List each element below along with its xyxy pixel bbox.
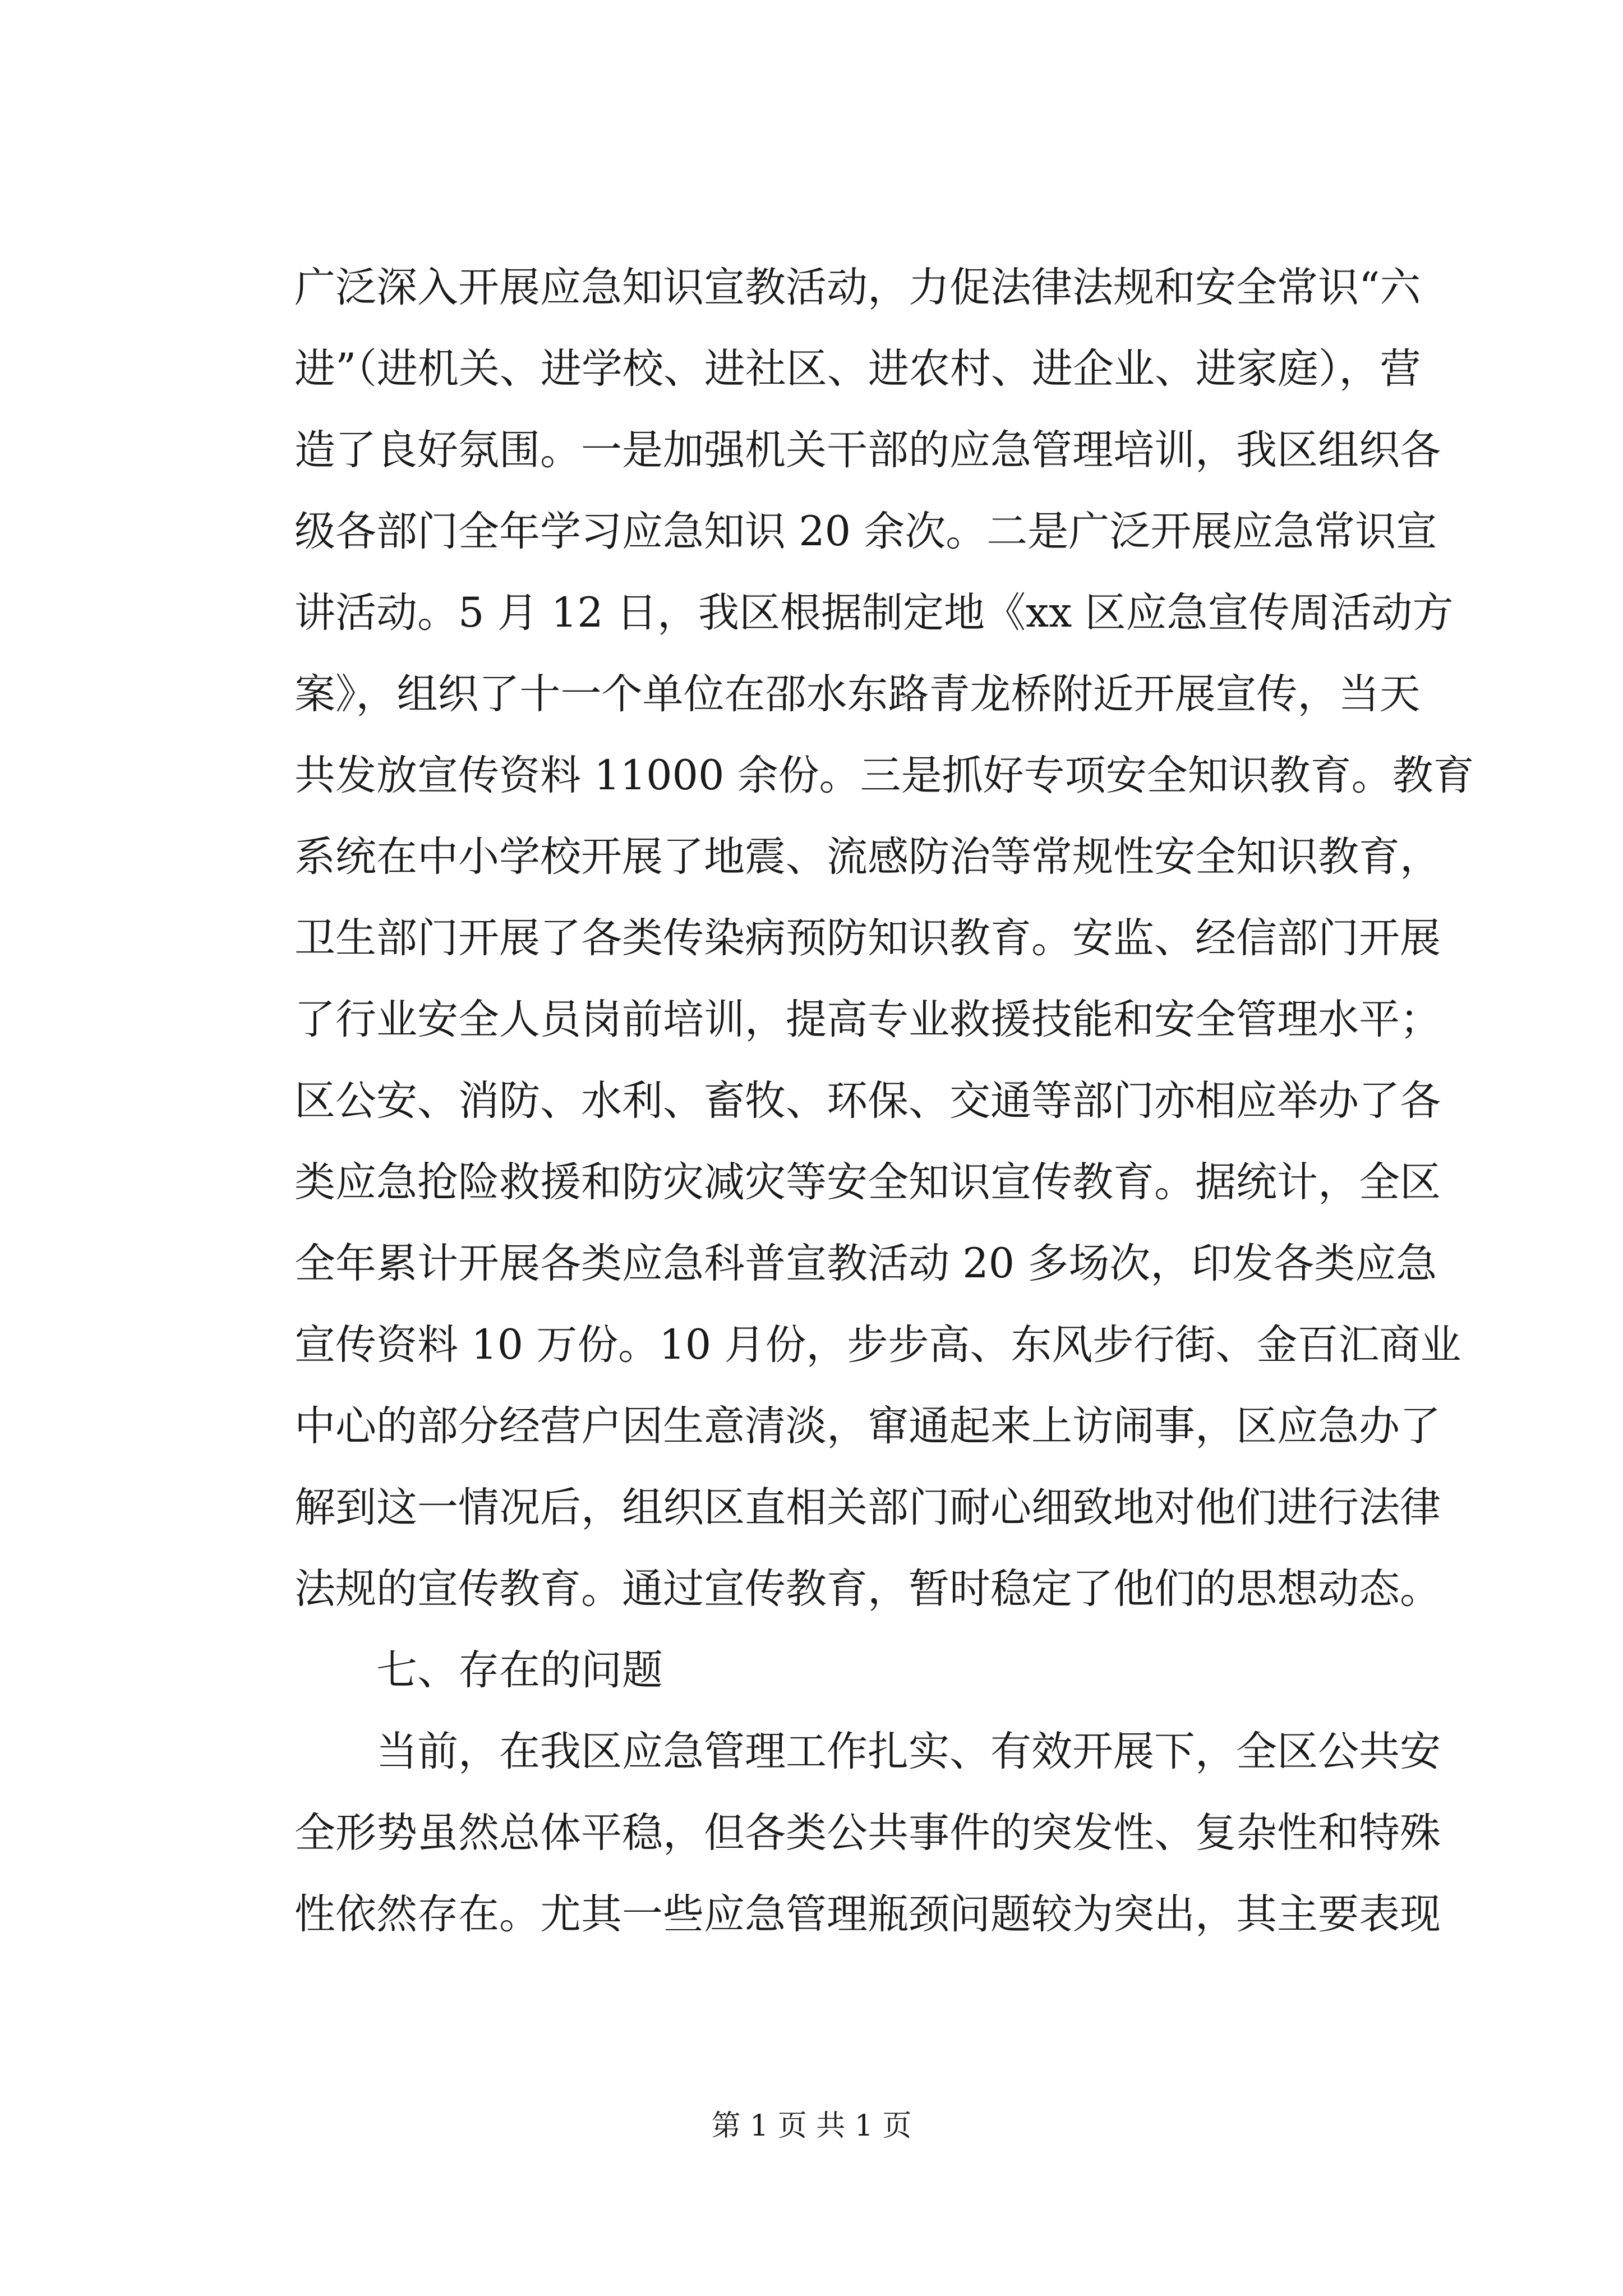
paragraph-line	[294, 1711, 1441, 1792]
page-footer: 第 1 页 共 1 页	[711, 2109, 912, 2143]
paragraph-line: 进”（进机关、进学校、进社区、进农村、进企业、进家庭），营	[294, 345, 1421, 393]
section-heading	[294, 1630, 1405, 1711]
paragraph-line: 性依然存在。尤其一些应急管理瓶颈问题较为突出，其主要表现	[294, 1890, 1441, 1938]
paragraph-line: 级各部门全年学习应急知识 20 余次。二是广泛开展应急常识宣	[294, 508, 1437, 555]
paragraph-line: 共发放宣传资料 11000 余份。三是抓好专项安全知识教育。教育	[294, 752, 1474, 799]
paragraph-line: 全年累计开展各类应急科普宣教活动 20 多场次，印发各类应急	[294, 1240, 1437, 1287]
paragraph-line: 区公安、消防、水利、畜牧、环保、交通等部门亦相应举办了各	[294, 1077, 1441, 1125]
paragraph-line: 全形势虽然总体平稳，但各类公共事件的突发性、复杂性和特殊	[294, 1809, 1441, 1857]
paragraph-line: 卫生部门开展了各类传染病预防知识教育。安监、经信部门开展	[294, 914, 1441, 962]
paragraph-line: 中心的部分经营户因生意清淡，窜通起来上访闹事，区应急办了	[294, 1402, 1441, 1450]
paragraph-line-text: 当前，在我区应急管理工作扎实、有效开展下，全区公共安	[376, 1728, 1441, 1775]
paragraph-line: 案》，组织了十一个单位在邵水东路青龙桥附近开展宣传，当天	[294, 670, 1421, 718]
paragraph-line: 法规的宣传教育。通过宣传教育，暂时稳定了他们的思想动态。	[294, 1565, 1441, 1613]
paragraph-line: 讲活动。5 月 12 日，我区根据制定地《xx 区应急宣传周活动方	[294, 589, 1454, 637]
paragraph-line: 类应急抢险救援和防灾减灾等安全知识宣传教育。据统计，全区	[294, 1158, 1441, 1206]
paragraph-line: 系统在中小学校开展了地震、流感防治等常规性安全知识教育，	[294, 833, 1441, 881]
paragraph-line: 造了良好氛围。一是加强机关干部的应急管理培训，我区组织各	[294, 426, 1441, 474]
document-body	[294, 247, 1474, 1955]
section-heading-text: 七、存在的问题	[376, 1646, 663, 1694]
paragraph-line: 广泛深入开展应急知识宣教活动，力促法律法规和安全常识“六	[294, 264, 1421, 311]
paragraph-line: 解到这一情况后，组织区直相关部门耐心细致地对他们进行法律	[294, 1484, 1441, 1531]
paragraph-line: 宣传资料 10 万份。10 月份，步步高、东风步行街、金百汇商业	[294, 1321, 1461, 1369]
paragraph-line: 了行业安全人员岗前培训，提高专业救援技能和安全管理水平；	[294, 996, 1441, 1043]
